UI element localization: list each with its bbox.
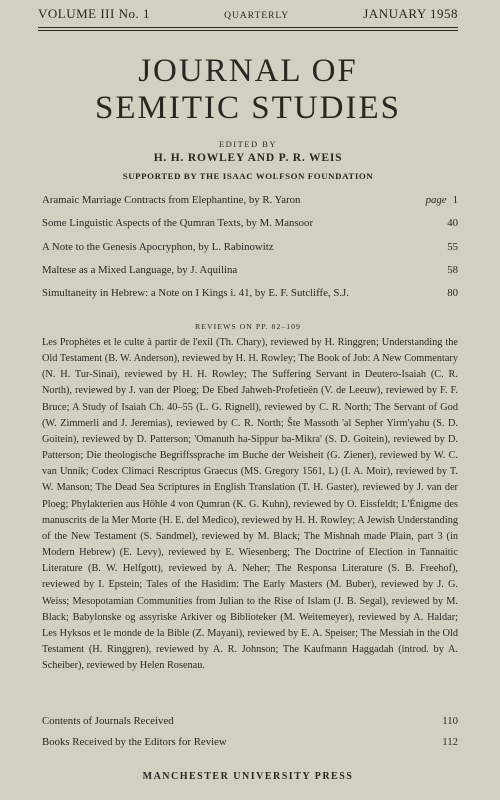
publisher: MANCHESTER UNIVERSITY PRESS	[142, 771, 354, 782]
header-rule-thin	[38, 30, 458, 31]
section-page: 110	[442, 715, 458, 727]
support-line: SUPPORTED BY THE ISAAC WOLFSON FOUNDATION	[122, 171, 374, 181]
article-page: 58	[447, 263, 458, 276]
frequency: QUARTERLY	[224, 11, 290, 21]
article-title: Maltese as a Mixed Language, by J. Aquilina	[42, 263, 238, 276]
contents-row	[42, 287, 458, 310]
header-rule	[38, 27, 458, 28]
journal-title-line2: SEMITIC STUDIES	[95, 90, 401, 126]
section-page: 112	[442, 736, 458, 748]
article-title: Aramaic Marriage Contracts from Elephantine, by R. Yaron	[42, 194, 301, 206]
journal-title-line1: JOURNAL OF	[138, 53, 358, 89]
article-title: A Note to the Genesis Apocryphon, by L. Rabinowitz	[42, 240, 274, 253]
contents-row	[42, 241, 458, 264]
edited-by-label: EDITED BY	[218, 139, 278, 149]
reviews-heading: REVIEWS ON PP. 82–109	[195, 322, 301, 331]
article-page: 55	[447, 240, 458, 253]
contents-row	[42, 736, 458, 757]
article-page: 80	[447, 287, 458, 300]
article-page: 1	[452, 194, 458, 206]
issue-date: JANUARY 1958	[363, 6, 458, 21]
contents-row	[42, 194, 458, 217]
section-title: Books Received by the Editors for Review	[42, 736, 227, 748]
volume-number: VOLUME III No. 1	[38, 6, 150, 21]
issue-header	[38, 6, 458, 22]
article-title: Some Linguistic Aspects of the Qumran Texts, by M. Mansoor	[42, 217, 314, 230]
section-title: Contents of Journals Received	[42, 715, 174, 727]
contents-list	[42, 194, 458, 310]
page-label: page	[425, 194, 447, 206]
editors: H. H. ROWLEY AND P. R. WEIS	[153, 152, 343, 164]
article-title: Simultaneity in Hebrew: a Note on I Kings i. 41, by E. F. Sutcliffe, S.J.	[42, 287, 349, 300]
reviews-paragraph: Les Prophètes et le culte à partir de l'exil (Th. Chary), reviewed by H. Ringgren; Understanding the Old Testament (B. W. Anderson), reviewed by H. H. Rowley; The Book of Job: A New Commentary (N. H. Tur-Sinai), reviewed by H. H. Rowley; The Suffering Servant in Deutero-Isaiah (C. R. North), reviewed by J. van der Ploeg; De Ebed Jahweh-Profetieën (V. de Leeuw), reviewed by F. F. Bruce; A Study of Isaiah Ch. 40–55 (L. G. Rignell), reviewed by C. R. North; The Servant of God (W. Zimmerli and J. Jeremias), reviewed by C. R. North; Šte Massoth 'al Sepher Yirm'yahu (S. D. Goitein), reviewed by D. Patterson; 'Omanuth ha-Sippur ba-Mikra' (S. D. Goitein), reviewed by D. Patterson; Die theologische Begriffssprache im Buche der Weisheit (G. Ziener), reviewed by W. C. van Unnik; Codex Climaci Rescriptus Graecus (MS. Gregory 1561, L) (I. A. Moir), reviewed by T. W. Manson; The Dead Sea Scriptures in English Translation (T. H. Gaster), reviewed by J. van der Ploeg; Phylakterien aus Höhle 4 von Qumran (K. G. Kuhn), reviewed by O. Eissfeldt; L'Énigme des manuscrits de la Mer Morte (H. E. del Medico), reviewed by H. H. Rowley; A Jewish Understanding of the New Testament (S. Sandmel), reviewed by M. Black; The Mishnah made Plain, part 3 (in Modern Hebrew) (E. Levy), reviewed by E. Wiesenberg; The Doctrine of Election in Tannaitic Literature (B. W. Helfgott), reviewed by A. Neher; The Responsa Literature (S. B. Freehof), reviewed by I. Epstein; Tales of the Hasidim: The Early Masters (M. Buber), reviewed by J. G. Weiss; Mesopotamian Communities from Julian to the Rise of Islam (J. B. Segal), reviewed by M. Black; Babylonske og assyriske Arkiver og Biblioteker (M. Weitemeyer), reviewed by A. Haldar; Les Hyksos et le monde de la Bible (Z. Mayani), reviewed by E. A. Speiser; The Messiah in the Old Testament (H. Ringgren), reviewed by A. R. Johnson; The Kaufmann Haggadah (introd. by A. Scheiber), reviewed by Helen Rosenau.	[42, 337, 458, 672]
contents-row	[42, 217, 458, 240]
article-page: 40	[447, 217, 458, 230]
back-matter-list	[42, 715, 458, 757]
contents-row	[42, 264, 458, 287]
contents-row	[42, 715, 458, 736]
